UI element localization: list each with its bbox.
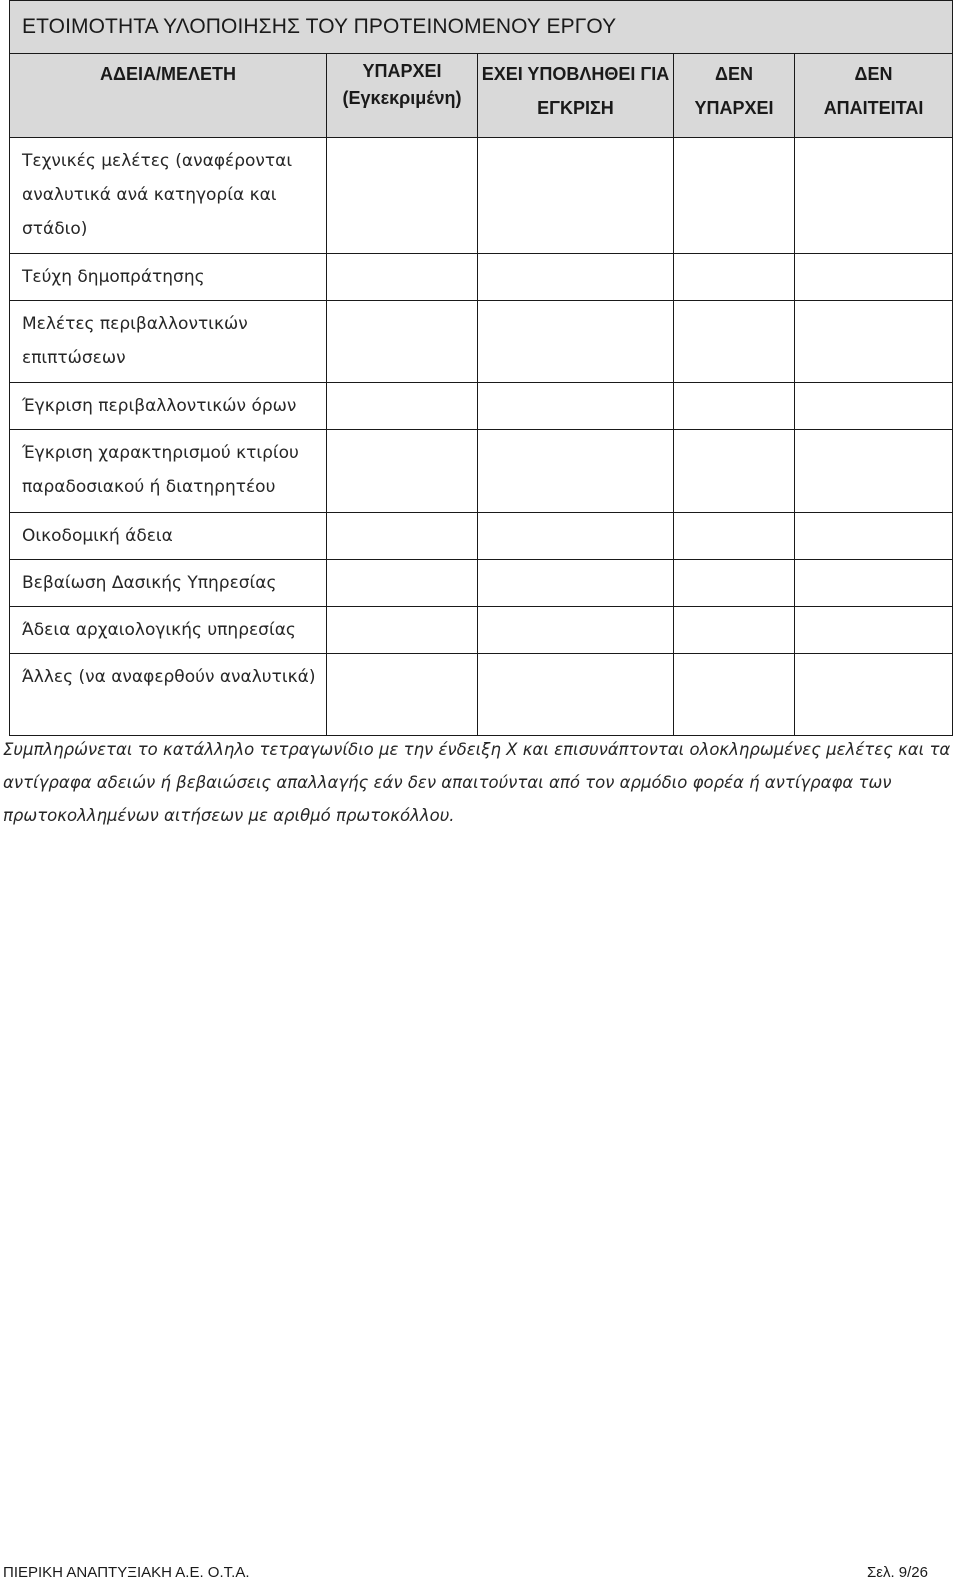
table-row: [10, 430, 953, 513]
table-row: [10, 654, 953, 736]
checkbox-cell-exists[interactable]: [327, 254, 478, 301]
checkbox-cell-submitted[interactable]: [478, 383, 674, 430]
checkbox-cell-not-required[interactable]: [795, 254, 953, 301]
checkbox-cell-submitted[interactable]: [478, 560, 674, 607]
checkbox-cell-submitted[interactable]: [478, 138, 674, 254]
table-row: [10, 560, 953, 607]
checkbox-cell-not-exists[interactable]: [674, 654, 795, 736]
header-does-not-exist: ΔΕΝ ΥΠΑΡΧΕΙ: [674, 54, 795, 138]
checkbox-cell-not-required[interactable]: [795, 560, 953, 607]
checkbox-cell-exists[interactable]: [327, 607, 478, 654]
table-row: [10, 383, 953, 430]
row-label-environmental-impact: Μελέτες περιβαλλοντικών επιπτώσεων: [10, 301, 327, 383]
checkbox-cell-exists[interactable]: [327, 560, 478, 607]
checkbox-cell-not-exists[interactable]: [674, 560, 795, 607]
checkbox-cell-not-exists[interactable]: [674, 254, 795, 301]
checkbox-cell-not-required[interactable]: [795, 654, 953, 736]
row-label-environmental-terms: Έγκριση περιβαλλοντικών όρων: [10, 383, 327, 430]
table-row: [10, 607, 953, 654]
checkbox-cell-not-required[interactable]: [795, 513, 953, 560]
table-row: [10, 254, 953, 301]
checkbox-cell-not-exists[interactable]: [674, 138, 795, 254]
table-row: [10, 513, 953, 560]
row-label-listed-building: Έγκριση χαρακτηρισμού κτιρίου παραδοσιακού ή διατηρητέου: [10, 430, 327, 513]
header-permit-study: ΑΔΕΙΑ/ΜΕΛΕΤΗ: [10, 54, 327, 138]
readiness-table: [9, 0, 953, 736]
checkbox-cell-exists[interactable]: [327, 654, 478, 736]
checkbox-cell-submitted[interactable]: [478, 430, 674, 513]
checkbox-cell-exists[interactable]: [327, 430, 478, 513]
row-label-tender-documents: Τεύχη δημοπράτησης: [10, 254, 327, 301]
table-row: [10, 138, 953, 254]
header-exists-approved: ΥΠΑΡΧΕΙ (Εγκεκριμένη): [327, 54, 478, 138]
checkbox-cell-not-required[interactable]: [795, 607, 953, 654]
checkbox-cell-submitted[interactable]: [478, 607, 674, 654]
footer-organization: ΠΙΕΡΙΚΗ ΑΝΑΠΤΥΞΙΑΚΗ Α.Ε. Ο.Τ.Α.: [3, 1564, 250, 1581]
checkbox-cell-not-exists[interactable]: [674, 513, 795, 560]
table-title: ΕΤΟΙΜΟΤΗΤΑ ΥΛΟΠΟΙΗΣΗΣ ΤΟΥ ΠΡΟΤΕΙΝΟΜΕΝΟΥ ΕΡΓΟΥ: [10, 1, 953, 54]
checkbox-cell-exists[interactable]: [327, 513, 478, 560]
header-submitted-for-approval: ΕΧΕΙ ΥΠΟΒΛΗΘΕΙ ΓΙΑ ΕΓΚΡΙΣΗ: [478, 54, 674, 138]
header-not-required: ΔΕΝ ΑΠΑΙΤΕΙΤΑΙ: [795, 54, 953, 138]
checkbox-cell-submitted[interactable]: [478, 301, 674, 383]
checkbox-cell-not-exists[interactable]: [674, 383, 795, 430]
table-header-row: [10, 54, 953, 138]
table-title-row: [10, 1, 953, 54]
checkbox-cell-not-exists[interactable]: [674, 430, 795, 513]
checkbox-cell-submitted[interactable]: [478, 654, 674, 736]
checkbox-cell-exists[interactable]: [327, 138, 478, 254]
checkbox-cell-not-required[interactable]: [795, 383, 953, 430]
row-label-other: Άλλες (να αναφερθούν αναλυτικά): [10, 654, 327, 736]
table-row: [10, 301, 953, 383]
row-label-archaeology-permit: Άδεια αρχαιολογικής υπηρεσίας: [10, 607, 327, 654]
checkbox-cell-exists[interactable]: [327, 383, 478, 430]
row-label-building-permit: Οικοδομική άδεια: [10, 513, 327, 560]
checkbox-cell-not-exists[interactable]: [674, 607, 795, 654]
checkbox-cell-not-required[interactable]: [795, 301, 953, 383]
row-label-technical-studies: Τεχνικές μελέτες (αναφέρονται αναλυτικά ανά κατηγορία και στάδιο): [10, 138, 327, 254]
footer-page-number: Σελ. 9/26: [867, 1564, 928, 1581]
checkbox-cell-not-required[interactable]: [795, 138, 953, 254]
checkbox-cell-not-required[interactable]: [795, 430, 953, 513]
row-label-forest-service: Βεβαίωση Δασικής Υπηρεσίας: [10, 560, 327, 607]
checkbox-cell-exists[interactable]: [327, 301, 478, 383]
checkbox-cell-not-exists[interactable]: [674, 301, 795, 383]
instructions-note: Συμπληρώνεται το κατάλληλο τετραγωνίδιο με την ένδειξη Χ και επισυνάπτονται ολοκληρωμένες μελέτες και τα αντίγραφα αδειών ή βεβαιώσεις απαλλαγής εάν δεν απαιτούνται από τον αρμόδιο φορέα ή αντίγραφα των πρωτοκολλημένων αιτήσεων με αριθμό πρωτοκόλλου.: [3, 740, 951, 825]
checkbox-cell-submitted[interactable]: [478, 513, 674, 560]
checkbox-cell-submitted[interactable]: [478, 254, 674, 301]
